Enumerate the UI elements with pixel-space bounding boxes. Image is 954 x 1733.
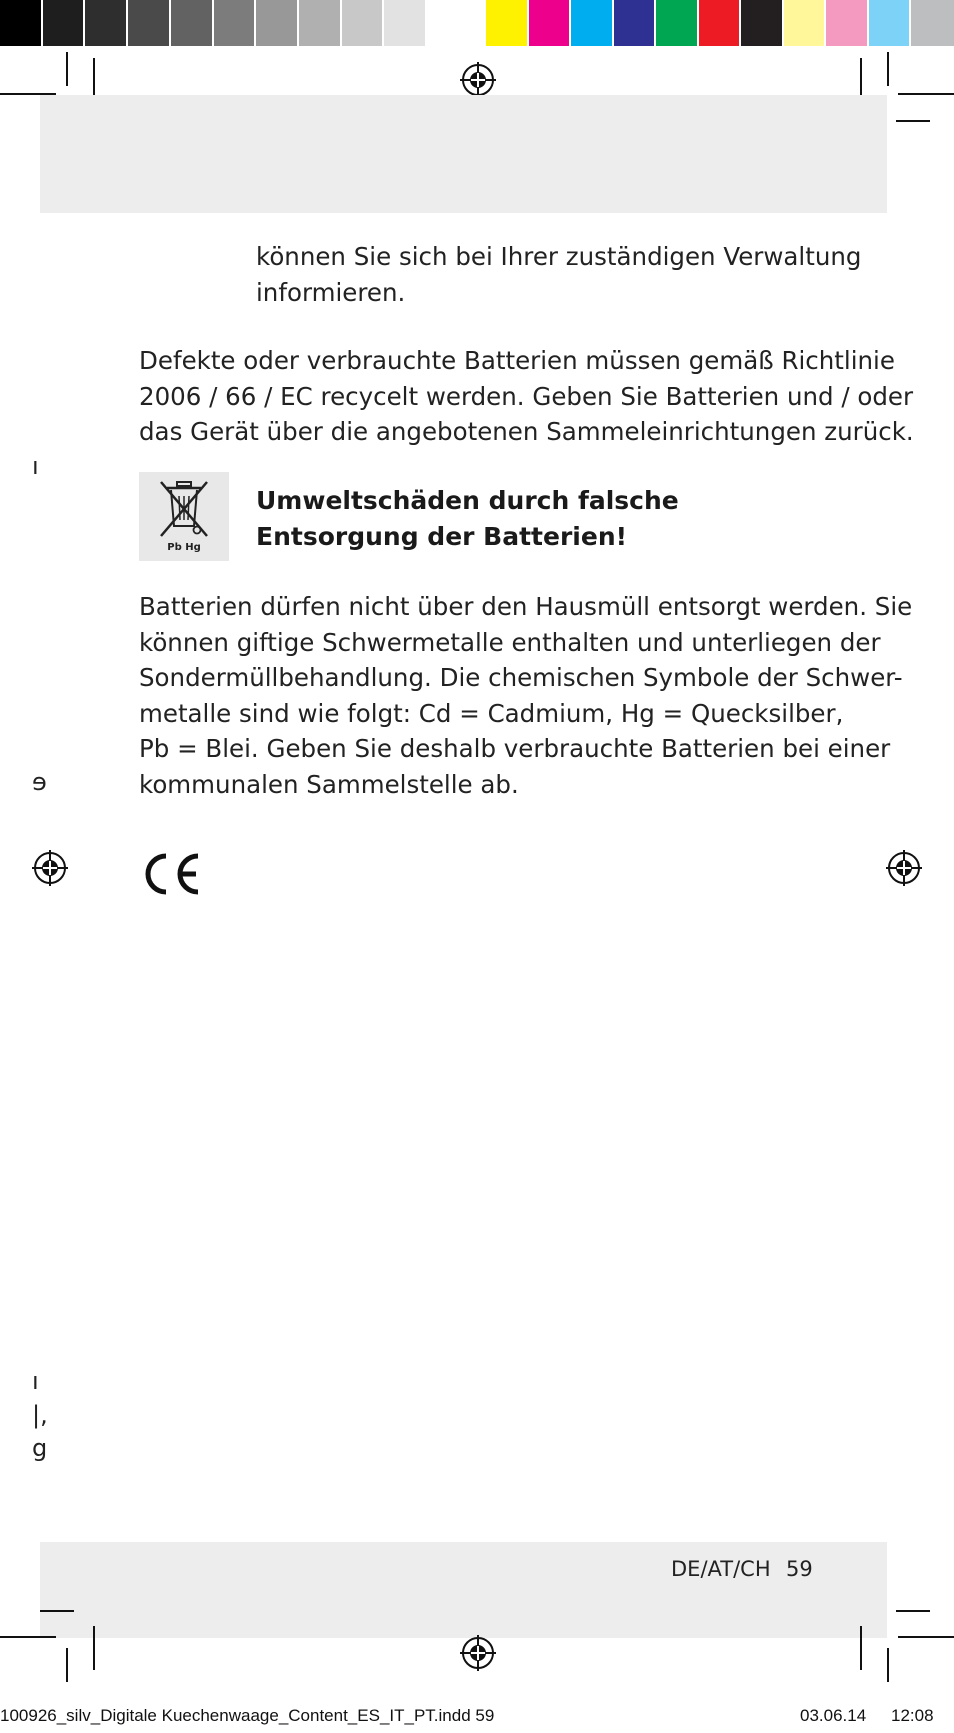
slug-filename: 100926_silv_Digitale Kuechenwaage_Content_ES_IT_PT.indd 59 bbox=[0, 1706, 495, 1725]
weee-symbol-box bbox=[139, 472, 229, 561]
color-swatch bbox=[486, 0, 529, 46]
crop-mark bbox=[896, 120, 930, 122]
text-line: Pb = Blei. Geben Sie deshalb verbrauchte Batterien bei einer bbox=[139, 734, 891, 763]
crop-mark bbox=[66, 52, 68, 86]
heading-line: Entsorgung der Batterien! bbox=[256, 522, 628, 551]
edge-text-fragment: |, bbox=[32, 1401, 48, 1429]
slug-date: 03.06.14 bbox=[800, 1706, 867, 1725]
text-line: metalle sind wie folgt: Cd = Cadmium, Hg = Quecksilber, bbox=[139, 698, 844, 728]
weee-label: Pb Hg bbox=[167, 542, 201, 553]
crop-mark bbox=[898, 93, 954, 95]
color-swatch bbox=[571, 0, 614, 46]
color-swatch bbox=[299, 0, 342, 46]
crop-mark bbox=[0, 1636, 56, 1638]
color-swatch bbox=[529, 0, 572, 46]
edge-text-fragment: ı bbox=[32, 452, 39, 480]
crop-mark bbox=[93, 1626, 95, 1670]
crop-mark bbox=[887, 1648, 889, 1682]
registration-mark-icon bbox=[30, 848, 70, 888]
color-swatch bbox=[741, 0, 784, 46]
color-swatch bbox=[784, 0, 827, 46]
color-swatch bbox=[85, 0, 128, 46]
crop-mark bbox=[40, 1610, 74, 1612]
color-swatch bbox=[0, 0, 43, 46]
text-line: informieren. bbox=[256, 277, 406, 307]
color-swatch bbox=[128, 0, 171, 46]
edge-text-fragment: ı bbox=[32, 1367, 39, 1395]
crop-mark bbox=[898, 1636, 954, 1638]
recycling-paragraph bbox=[139, 343, 914, 450]
crossed-bin-icon bbox=[153, 478, 215, 540]
page-number: 59 bbox=[786, 1557, 813, 1581]
color-swatch bbox=[699, 0, 742, 46]
text-line: Sondermüllbehandlung. Die chemischen Symbole der Schwer- bbox=[139, 663, 903, 692]
text-line: 2006 / 66 / EC recycelt werden. Geben Sie Batterien und / oder bbox=[139, 381, 914, 411]
header-band bbox=[40, 95, 887, 213]
text-line: kommunalen Sammelstelle ab. bbox=[139, 769, 519, 799]
color-swatch bbox=[614, 0, 657, 46]
edge-text-fragment: ɘ bbox=[32, 768, 47, 796]
text-line: Batterien dürfen nicht über den Hausmüll entsorgt werden. Sie bbox=[139, 592, 913, 621]
continuation-paragraph bbox=[256, 239, 861, 310]
color-swatch bbox=[427, 0, 470, 46]
warning-heading bbox=[256, 483, 679, 555]
color-swatch bbox=[256, 0, 299, 46]
color-swatch bbox=[911, 0, 954, 46]
color-swatch bbox=[384, 0, 427, 46]
crop-mark bbox=[66, 1648, 68, 1682]
color-swatch bbox=[656, 0, 699, 46]
color-swatch bbox=[342, 0, 385, 46]
slug-time: 12:08 bbox=[891, 1706, 934, 1725]
color-swatch bbox=[826, 0, 869, 46]
crop-mark bbox=[860, 1626, 862, 1670]
registration-mark-icon bbox=[458, 1633, 498, 1673]
battery-paragraph bbox=[139, 589, 912, 802]
color-swatch bbox=[214, 0, 257, 46]
process-color-bar bbox=[486, 0, 954, 46]
registration-mark-icon bbox=[458, 60, 498, 100]
text-line: können Sie sich bei Ihrer zuständigen Verwaltung bbox=[256, 242, 862, 271]
text-line: das Gerät über die angebotenen Sammeleinrichtungen zurück. bbox=[139, 417, 914, 446]
color-swatch bbox=[43, 0, 86, 46]
color-swatch bbox=[171, 0, 214, 46]
color-swatch bbox=[869, 0, 912, 46]
registration-mark-icon bbox=[884, 848, 924, 888]
heading-line: Umweltschäden durch falsche bbox=[256, 486, 679, 515]
text-line: können giftige Schwermetalle enthalten und unterliegen der bbox=[139, 627, 881, 657]
ce-mark-icon bbox=[138, 852, 204, 896]
crop-mark bbox=[896, 1610, 930, 1612]
grayscale-color-bar bbox=[0, 0, 470, 46]
text-line: Defekte oder verbrauchte Batterien müssen gemäß Richtlinie bbox=[139, 346, 895, 375]
locale-label: DE/AT/CH bbox=[671, 1557, 771, 1581]
crop-mark bbox=[887, 52, 889, 86]
edge-text-fragment: g bbox=[32, 1434, 48, 1462]
